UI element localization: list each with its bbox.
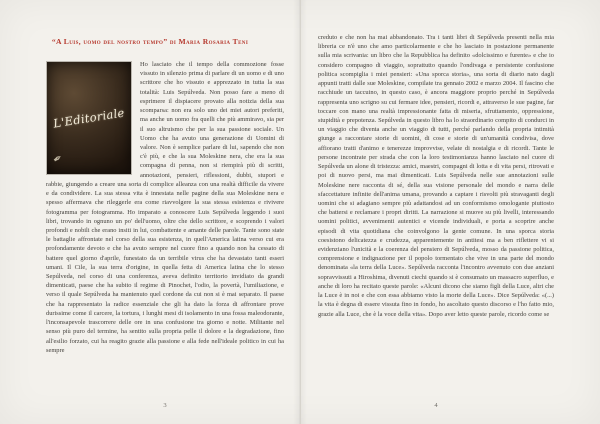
pen-icon: ✒ <box>50 151 66 167</box>
left-page-body <box>46 60 284 392</box>
left-page-number: 3 <box>163 402 167 409</box>
editorial-image <box>46 61 132 175</box>
right-page <box>300 0 600 424</box>
editorial-image-caption: L'Editoriale <box>52 105 126 131</box>
right-page-body <box>318 33 554 393</box>
page-gutter-line <box>300 0 301 424</box>
right-page-number: 4 <box>434 402 438 409</box>
left-body-text: Ho lasciato che il tempo della commozione fosse vissuto in silenzio prima di parlare di un uomo e di uno scrittore che ho vissuto e apprezzato in tutta la sua totalità: Luis Sepúlveda. Non posso fare a meno di esprimere il dispiacere provato alla notizia della sua scomparsa: non era solo uno dei miei autori preferiti, ma anche un uomo fra quelli che più ammiravo, sia per il suo altruismo che per la sua passione sociale. Un Uomo che ha avuto una generazione di Uomini di valore. Non è semplice parlare di lui, sapendo che non c'è più, e che la sua Moleskine nera, che era la sua compagna di penna, non si riempirà più di scritti, annotazioni, pensieri, riflessioni, dubbi, stupori e rabbie, giungendo a creare una sorta di complice alleanza con una realtà difficile da vivere e da condividere. La sua stessa vita è innestata nelle pagine della sua Moleskine nera e spesso affermava che rileggerle era come riavvolgere la sua stessa esistenza e rivivere fotogramma per fotogramma. Ho imparato a conoscere Luis Sepúlveda leggendo i suoi libri, trovando in ognuno un po' dell'uomo, oltre che dello scrittore, e scoprendo i valori profondi e nobili che erano insiti in lui, combattente e amante delle parole. Tante sono state le battaglie affrontate nel corso della sua esistenza, in quell'America latina verso cui era profondamente devoto e che ha avuto sempre nel cuore fino a quando non ha cessato di battere quel giorno d'aprile, funestato da un terribile virus che ha devastato tanti esseri umani. Il Cile, la sua terra d'origine, in quella fetta di America latina che lo stesso Sepúlveda, nel corso di una conferenza, aveva definito territorio invidiato da grandi dimenticati, paese che ha subito il regime di Pinochet, l'odio, la povertà, l'umiliazione, e verso il quale Sepúlveda ha mantenuto quel cordone da cui non si è mai separato. Il paese che ha rappresentato la radice essenziale che gli ha dato la forza di affrontare prove durissime come il carcere, la tortura, i lunghi mesi di isolamento in una fossa maleodorante, l'inconsapevole trascorrere delle ore in una confusione tra giorno e notte. Militante nel senso più puro del termine, ha sentito sulla propria pelle il dolore e la degradazione, fino all'esilio forzato, cui ha reagito grazie alla passione e alla fede nell'ideale politico in cui ha sempre <box>46 61 284 354</box>
article-title: “A Luis, uomo del nostro tempo” di Maria Rosaria Teni <box>51 37 249 46</box>
right-body-text: creduto e che non ha mai abbandonato. Tra i tanti libri di Sepúlveda presenti nella mia libreria ce n'è uno che amo particolarmente e che ho lasciato in postazione permanente sulla mia scrivania: un libro che la Repubblica ha definito «dolcissimo e furente» e che io considero compagno di viaggio, soprattutto quando l'ondivaga e persistente confusione politica scompiglia i miei pensieri: «Una sporca storia», una sorta di diario nato dagli appunti tratti dalle sue Moleskine, compilate tra gennaio 2002 e marzo 2004. Il fascino che racchiude un taccuino, in questo caso, è ancora maggiore proprio perché in Sepúlveda rappresenta uno scrigno su cui fermare idee, pensieri, ricordi e, attraverso le sue pagine, far toccare con mano una realtà impressionante fatta di miseria, sfruttamento, oppressione, stupidità e prepotenza. Sepúlveda in questo libro ha lo straordinario compito di condurci in un viaggio che diventa anche un viaggio di tutti, perché parlando della propria intimità giunge a raccontare storie di uomini, di cose e storie di un'umanità condivisa, dove affiorano tratti d'animo e tenerezze improvvise, velate di nostalgia e di ricordi. Tante le persone incontrate per strada che con la loro testimonianza hanno lasciato nel cuore di Sepúlveda un alone di tristezza: amici, maestri, compagni di lotta e di vita persi, ritrovati e poi di nuovo persi, ma mai dimenticati. Luis Sepúlveda nelle sue annotazioni sulle Moleskine nere racconta di sé, della sua visione personale del mondo e narra delle sfaccettature infinite dell'anima umana, provando a captare i risvolti più stravaganti degli uomini che si adagiano sempre più adattandosi ad un conformismo omologante piuttosto che battersi e reclamare i propri diritti. La narrazione si muove su più livelli, interessando uomini politici, avvenimenti autentici e vicende individuali, e porta a scoprire anche episodi di vita quotidiana che coinvolgono la gente comune. In una sporca storia coesistono delicatezza e crudezza, apparentemente in antitesi ma a ben riflettere vi si evidenziano l'unicità e la coerenza del pensiero di Sepúlveda, mosso da passione politica, comprensione e indignazione per il popolo tormentato che vive in una parte del mondo denominata «la terra della Luce». Sepúlveda racconta l'incontro avvenuto con due anziani sopravvissuti a Hiroshima, divenuti ciechi quando si è consumato un massacro superfluo, e anche di loro ha recitato queste parole: «Alcuni dicono che siamo figli della Luce, altri che la Luce è in noi e che con essa abbiamo visto la morte della Luce». Dice Sepúlveda: «(...) la vita è degna di essere vissuta fino in fondo, ho ascoltato questo discorso e l'ho fatto mio, grazie alla Luce, che è la voce della vita». Dopo aver letto queste parole, ricordo come se <box>318 34 554 318</box>
